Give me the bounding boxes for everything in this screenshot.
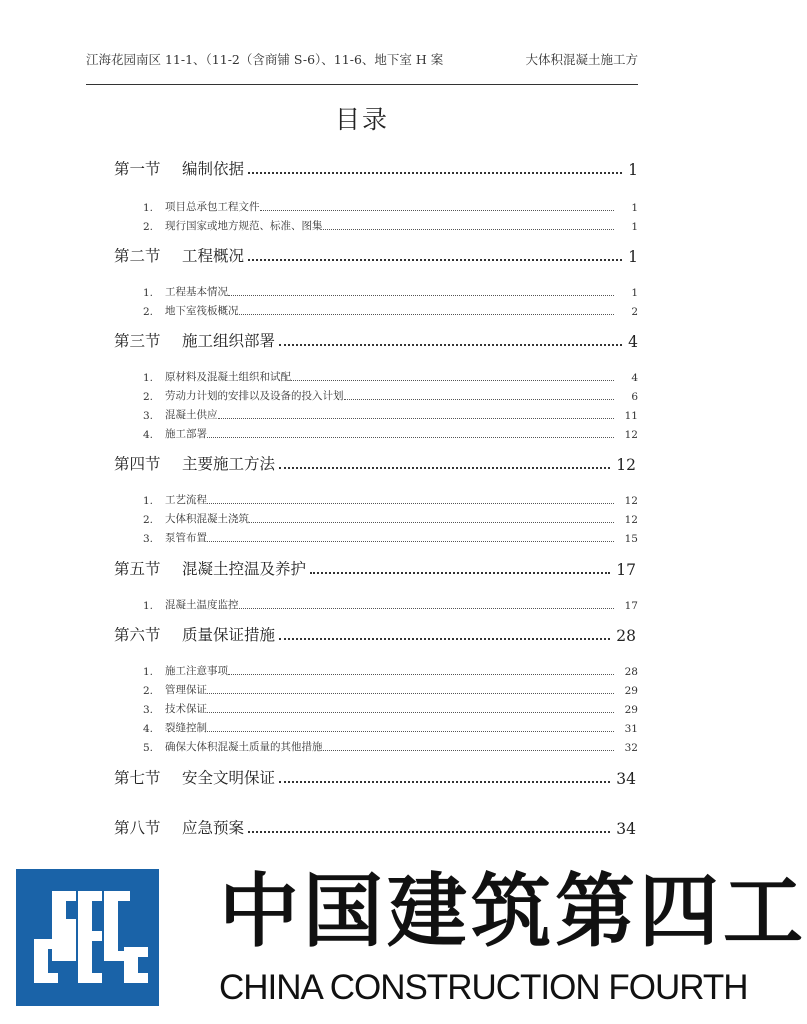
toc-item-title: 管理保证 — [165, 684, 207, 696]
toc-leader-dots — [248, 831, 610, 833]
toc-item[interactable] — [143, 664, 638, 678]
toc-item[interactable] — [143, 200, 638, 214]
toc-title: 目录 — [334, 105, 389, 134]
toc-item-page: 12 — [624, 429, 638, 441]
company-name-chinese: 中国建筑第四工 — [219, 865, 807, 958]
toc-section-page: 4 — [628, 333, 638, 351]
toc-section[interactable] — [114, 557, 636, 579]
toc-item-number: 1. — [143, 287, 154, 299]
toc-item-number: 1. — [143, 666, 154, 678]
toc-item-page: 4 — [631, 372, 638, 384]
toc-leader-dots — [323, 229, 615, 230]
toc-section-number: 第一节 — [114, 160, 161, 178]
toc-item-number: 1. — [143, 495, 154, 507]
toc-section-page: 34 — [616, 820, 636, 838]
toc-item[interactable] — [143, 721, 638, 735]
toc-section-title: 工程概况 — [182, 247, 245, 265]
toc-item-page: 32 — [624, 742, 638, 754]
toc-item-page: 15 — [624, 533, 638, 545]
toc-leader-dots — [310, 572, 610, 574]
toc-item[interactable] — [143, 408, 638, 422]
toc-section-page: 1 — [628, 248, 638, 266]
toc-item-page: 31 — [624, 723, 638, 735]
toc-item-title: 工艺流程 — [165, 494, 207, 506]
toc-item-page: 1 — [631, 202, 638, 214]
toc-item-page: 29 — [624, 704, 638, 716]
header-left-text: 江海花园南区 11-1、（11-2（含商铺 S-6）、11-6、地下室 H 案 — [86, 52, 444, 67]
toc-leader-dots — [344, 399, 615, 400]
toc-item-title: 劳动力计划的安排以及设备的投入计划 — [165, 390, 344, 402]
toc-item[interactable] — [143, 598, 638, 612]
toc-section-title: 安全文明保证 — [182, 769, 276, 787]
toc-section-number: 第八节 — [114, 819, 161, 837]
toc-section-page: 34 — [616, 770, 636, 788]
toc-item-page: 2 — [631, 306, 638, 318]
toc-section-title: 编制依据 — [182, 160, 245, 178]
toc-leader-dots — [207, 541, 614, 542]
toc-item[interactable] — [143, 219, 638, 233]
toc-item[interactable] — [143, 370, 638, 384]
toc-leader-dots — [249, 522, 614, 523]
toc-leader-dots — [207, 503, 614, 504]
toc-item-page: 1 — [631, 287, 638, 299]
toc-item-title: 地下室筏板概况 — [165, 305, 239, 317]
toc-item-number: 3. — [143, 533, 154, 545]
toc-item-number: 2. — [143, 221, 154, 233]
toc-leader-dots — [279, 467, 610, 469]
toc-item[interactable] — [143, 285, 638, 299]
toc-section-title: 施工组织部署 — [182, 332, 276, 350]
toc-section[interactable] — [114, 244, 638, 266]
toc-item-page: 12 — [624, 495, 638, 507]
toc-section-number: 第六节 — [114, 626, 161, 644]
toc-item-title: 混凝土供应 — [165, 409, 218, 421]
toc-item-number: 2. — [143, 514, 154, 526]
header-right-text: 大体积混凝土施工方 — [525, 52, 638, 67]
toc-section[interactable] — [114, 452, 636, 474]
toc-item-page: 1 — [631, 221, 638, 233]
toc-section-number: 第三节 — [114, 332, 161, 350]
toc-item-number: 2. — [143, 306, 154, 318]
toc-item-title: 技术保证 — [165, 703, 207, 715]
toc-section-number: 第七节 — [114, 769, 161, 787]
toc-item-title: 施工注意事项 — [165, 665, 228, 677]
toc-leader-dots — [228, 295, 614, 296]
toc-item-number: 3. — [143, 410, 154, 422]
toc-section-title: 应急预案 — [182, 819, 245, 837]
toc-item-page: 12 — [624, 514, 638, 526]
toc-item[interactable] — [143, 683, 638, 697]
toc-item-title: 混凝土温度监控 — [165, 599, 239, 611]
toc-item-title: 施工部署 — [165, 428, 207, 440]
toc-item-number: 1. — [143, 202, 154, 214]
toc-item-number: 3. — [143, 704, 154, 716]
toc-item-number: 5. — [143, 742, 154, 754]
toc-section[interactable] — [114, 623, 636, 645]
page-header — [86, 50, 638, 85]
toc-section-page: 12 — [616, 456, 636, 474]
toc-leader-dots — [207, 693, 614, 694]
toc-leader-dots — [279, 344, 622, 346]
toc-item-number: 4. — [143, 429, 154, 441]
toc-section-page: 28 — [616, 627, 636, 645]
toc-item[interactable] — [143, 493, 638, 507]
toc-leader-dots — [248, 259, 622, 261]
toc-section-title: 混凝土控温及养护 — [182, 560, 307, 578]
toc-section[interactable] — [114, 329, 638, 351]
toc-leader-dots — [218, 418, 615, 419]
toc-item-title: 泵管布置 — [165, 532, 207, 544]
toc-section[interactable] — [114, 816, 636, 838]
toc-leader-dots — [207, 437, 614, 438]
toc-section-title: 主要施工方法 — [182, 455, 276, 473]
toc-section-title: 质量保证措施 — [182, 626, 276, 644]
toc-item-page: 28 — [624, 666, 638, 678]
toc-item-page: 11 — [624, 410, 638, 422]
toc-section[interactable] — [114, 157, 638, 179]
toc-section-page: 1 — [628, 161, 638, 179]
toc-leader-dots — [260, 210, 615, 211]
toc-item[interactable] — [143, 512, 638, 526]
cscec-logo-mark — [16, 869, 159, 1006]
toc-item[interactable] — [143, 531, 638, 545]
cscec-logo — [16, 869, 159, 1006]
toc-item-page: 29 — [624, 685, 638, 697]
toc-item-title: 现行国家或地方规范、标准、图集 — [165, 220, 323, 232]
toc-leader-dots — [279, 638, 610, 640]
toc-item[interactable] — [143, 389, 638, 403]
toc-item-title: 大体积混凝土浇筑 — [165, 513, 249, 525]
toc-item[interactable] — [143, 740, 638, 754]
toc-leader-dots — [279, 781, 610, 783]
toc-section-page: 17 — [616, 561, 636, 579]
company-name-english: CHINA CONSTRUCTION FOURTH — [219, 968, 748, 1007]
toc-leader-dots — [248, 172, 622, 174]
toc-item-title: 裂缝控制 — [165, 722, 207, 734]
toc-item-number: 1. — [143, 372, 154, 384]
toc-leader-dots — [291, 380, 614, 381]
toc-item-number: 2. — [143, 391, 154, 403]
toc-item[interactable] — [143, 304, 638, 318]
toc-leader-dots — [207, 731, 614, 732]
toc-leader-dots — [239, 314, 615, 315]
toc-item-number: 2. — [143, 685, 154, 697]
toc-leader-dots — [239, 608, 615, 609]
toc-item-title: 确保大体积混凝土质量的其他措施 — [165, 741, 323, 753]
toc-leader-dots — [207, 712, 614, 713]
toc-leader-dots — [228, 674, 614, 675]
toc-item[interactable] — [143, 702, 638, 716]
toc-item-number: 4. — [143, 723, 154, 735]
toc-item[interactable] — [143, 427, 638, 441]
toc-item-number: 1. — [143, 600, 154, 612]
toc-item-title: 项目总承包工程文件 — [165, 201, 260, 213]
toc-section-number: 第二节 — [114, 247, 161, 265]
toc-item-page: 6 — [631, 391, 638, 403]
toc-item-page: 17 — [624, 600, 638, 612]
toc-item-title: 原材料及混凝土组织和试配 — [165, 371, 291, 383]
toc-section-number: 第四节 — [114, 455, 161, 473]
toc-item-title: 工程基本情况 — [165, 286, 228, 298]
toc-section[interactable] — [114, 766, 636, 788]
toc-leader-dots — [323, 750, 615, 751]
toc-section-number: 第五节 — [114, 560, 161, 578]
